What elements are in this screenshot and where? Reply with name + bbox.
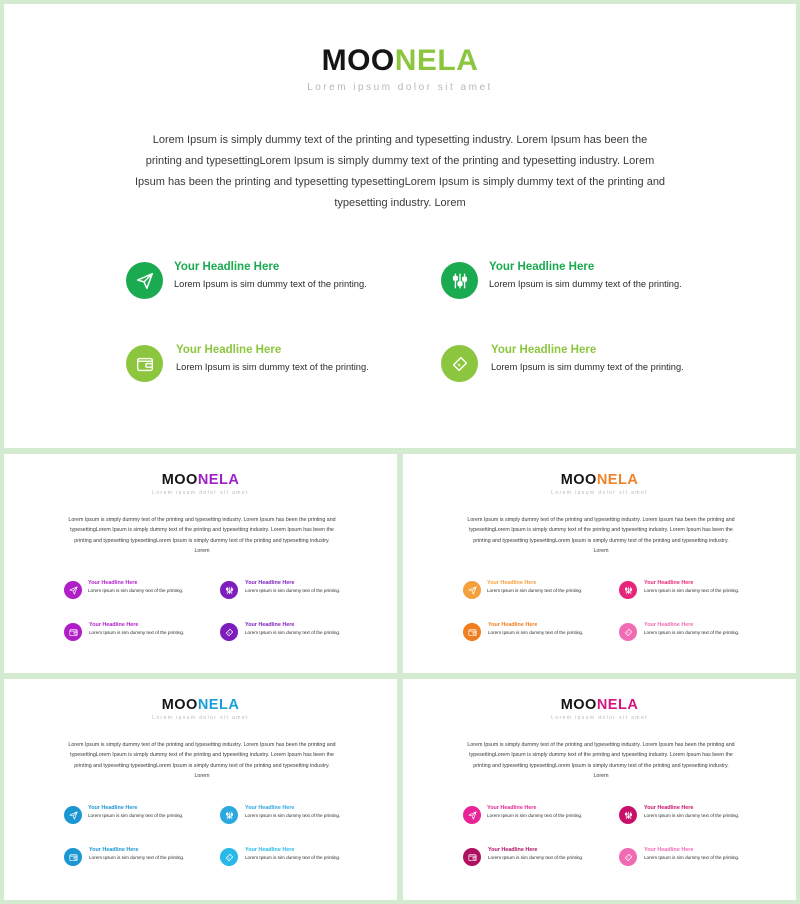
paper-plane-icon [64,806,82,824]
slide-thumbnail-blue [4,679,397,900]
feature-text: Lorem Ipsum is sim dummy text of the printing. [644,630,740,635]
feature-headline: Your Headline Here [245,805,295,811]
paper-plane-icon [126,262,163,299]
feature-headline: Your Headline Here [491,344,597,356]
feature-headline: Your Headline Here [176,344,282,356]
sliders-icon [220,806,238,824]
wallet-icon [463,848,481,866]
paper-plane-icon [463,806,481,824]
feature-headline: Your Headline Here [644,622,694,628]
feature-text: Lorem Ipsum is sim dummy text of the printing. [644,588,740,593]
ticket-icon [619,623,637,641]
feature-text: Lorem Ipsum is sim dummy text of the printing. [176,362,369,372]
feature-headline: Your Headline Here [89,622,139,628]
slide-thumbnail-pink [403,679,796,900]
feature-headline: Your Headline Here [88,805,138,811]
ticket-icon [220,848,238,866]
feature-text: Lorem Ipsum is sim dummy text of the printing. [89,855,185,860]
title-accent: NELA [197,697,240,713]
feature-text: Lorem Ipsum is sim dummy text of the printing. [245,588,341,593]
slide-title: MOONELA [161,697,240,713]
feature-text: Lorem Ipsum is sim dummy text of the printing. [644,855,740,860]
ticket-icon [619,848,637,866]
body-paragraph: Lorem Ipsum is simply dummy text of the printing and typesetting industry. Lorem Ipsum has been the printing and typesettingLorem Ipsum is simply dummy text of the printing and typesetting industry. Lorem Ipsum has been the printing and typesetting typesettingLorem Ipsum is simply dummy text of the printing and typesetting industry. Lorem [467,517,735,554]
feature-text: Lorem Ipsum is sim dummy text of the printing. [89,630,185,635]
body-paragraph: Lorem Ipsum is simply dummy text of the printing and typesetting industry. Lorem Ipsum has been the printing and typesettingLorem Ipsum is simply dummy text of the printing and typesetting industry. Lorem Ipsum has been the printing and typesetting typesettingLorem Ipsum is simply dummy text of the printing and typesetting industry. Lorem [134,134,666,209]
feature-headline: Your Headline Here [174,261,280,273]
slide-title: MOONELA [560,472,639,488]
paper-plane-icon [64,581,82,599]
feature-headline: Your Headline Here [489,261,595,273]
feature-text: Lorem Ipsum is sim dummy text of the printing. [644,813,740,818]
feature-headline: Your Headline Here [245,580,295,586]
feature-headline: Your Headline Here [88,580,138,586]
feature-headline: Your Headline Here [644,580,694,586]
title-accent: NELA [596,472,639,488]
feature-headline: Your Headline Here [245,847,295,853]
wallet-icon [126,345,163,382]
body-paragraph: Lorem Ipsum is simply dummy text of the printing and typesetting industry. Lorem Ipsum has been the printing and typesettingLorem Ipsum is simply dummy text of the printing and typesetting industry. Lorem Ipsum has been the printing and typesetting typesettingLorem Ipsum is simply dummy text of the printing and typesetting industry. Lorem [68,742,336,779]
feature-headline: Your Headline Here [488,847,538,853]
feature-text: Lorem Ipsum is sim dummy text of the printing. [174,279,367,289]
feature-text: Lorem Ipsum is sim dummy text of the printing. [245,855,341,860]
body-paragraph: Lorem Ipsum is simply dummy text of the printing and typesetting industry. Lorem Ipsum has been the printing and typesettingLorem Ipsum is simply dummy text of the printing and typesetting industry. Lorem Ipsum has been the printing and typesetting typesettingLorem Ipsum is simply dummy text of the printing and typesetting industry. Lorem [467,742,735,779]
ticket-icon [441,345,478,382]
feature-headline: Your Headline Here [89,847,139,853]
slide-subtitle: Lorem ipsum dolor sit amet [307,82,493,93]
feature-headline: Your Headline Here [488,622,538,628]
feature-text: Lorem Ipsum is sim dummy text of the printing. [88,588,184,593]
slide-subtitle: Lorem ipsum dolor sit amet [152,490,249,496]
slide-subtitle: Lorem ipsum dolor sit amet [152,715,249,721]
feature-text: Lorem Ipsum is sim dummy text of the printing. [88,813,184,818]
body-paragraph: Lorem Ipsum is simply dummy text of the printing and typesetting industry. Lorem Ipsum has been the printing and typesettingLorem Ipsum is simply dummy text of the printing and typesetting industry. Lorem Ipsum has been the printing and typesetting typesettingLorem Ipsum is simply dummy text of the printing and typesetting industry. Lorem [68,517,336,554]
title-accent: NELA [197,472,240,488]
slide-title: MOONELA [321,44,479,77]
feature-text: Lorem Ipsum is sim dummy text of the printing. [489,279,682,289]
slide-thumbnail-orange [403,454,796,673]
feature-headline: Your Headline Here [487,580,537,586]
feature-headline: Your Headline Here [487,805,537,811]
sliders-icon [220,581,238,599]
feature-text: Lorem Ipsum is sim dummy text of the printing. [487,588,583,593]
feature-headline: Your Headline Here [245,622,295,628]
title-accent: NELA [394,44,479,77]
sliders-icon [441,262,478,299]
sliders-icon [619,806,637,824]
main-slide [4,4,796,448]
wallet-icon [463,623,481,641]
feature-text: Lorem Ipsum is sim dummy text of the printing. [245,630,341,635]
title-accent: NELA [596,697,639,713]
slide-subtitle: Lorem ipsum dolor sit amet [551,715,648,721]
ticket-icon [220,623,238,641]
slide-title: MOONELA [161,472,240,488]
feature-text: Lorem Ipsum is sim dummy text of the printing. [491,362,684,372]
wallet-icon [64,848,82,866]
wallet-icon [64,623,82,641]
feature-text: Lorem Ipsum is sim dummy text of the printing. [245,813,341,818]
paper-plane-icon [463,581,481,599]
slide-thumbnail-purple [4,454,397,673]
slide-title: MOONELA [560,697,639,713]
feature-text: Lorem Ipsum is sim dummy text of the printing. [487,813,583,818]
feature-text: Lorem Ipsum is sim dummy text of the printing. [488,630,584,635]
feature-headline: Your Headline Here [644,847,694,853]
sliders-icon [619,581,637,599]
feature-text: Lorem Ipsum is sim dummy text of the printing. [488,855,584,860]
slide-subtitle: Lorem ipsum dolor sit amet [551,490,648,496]
feature-headline: Your Headline Here [644,805,694,811]
